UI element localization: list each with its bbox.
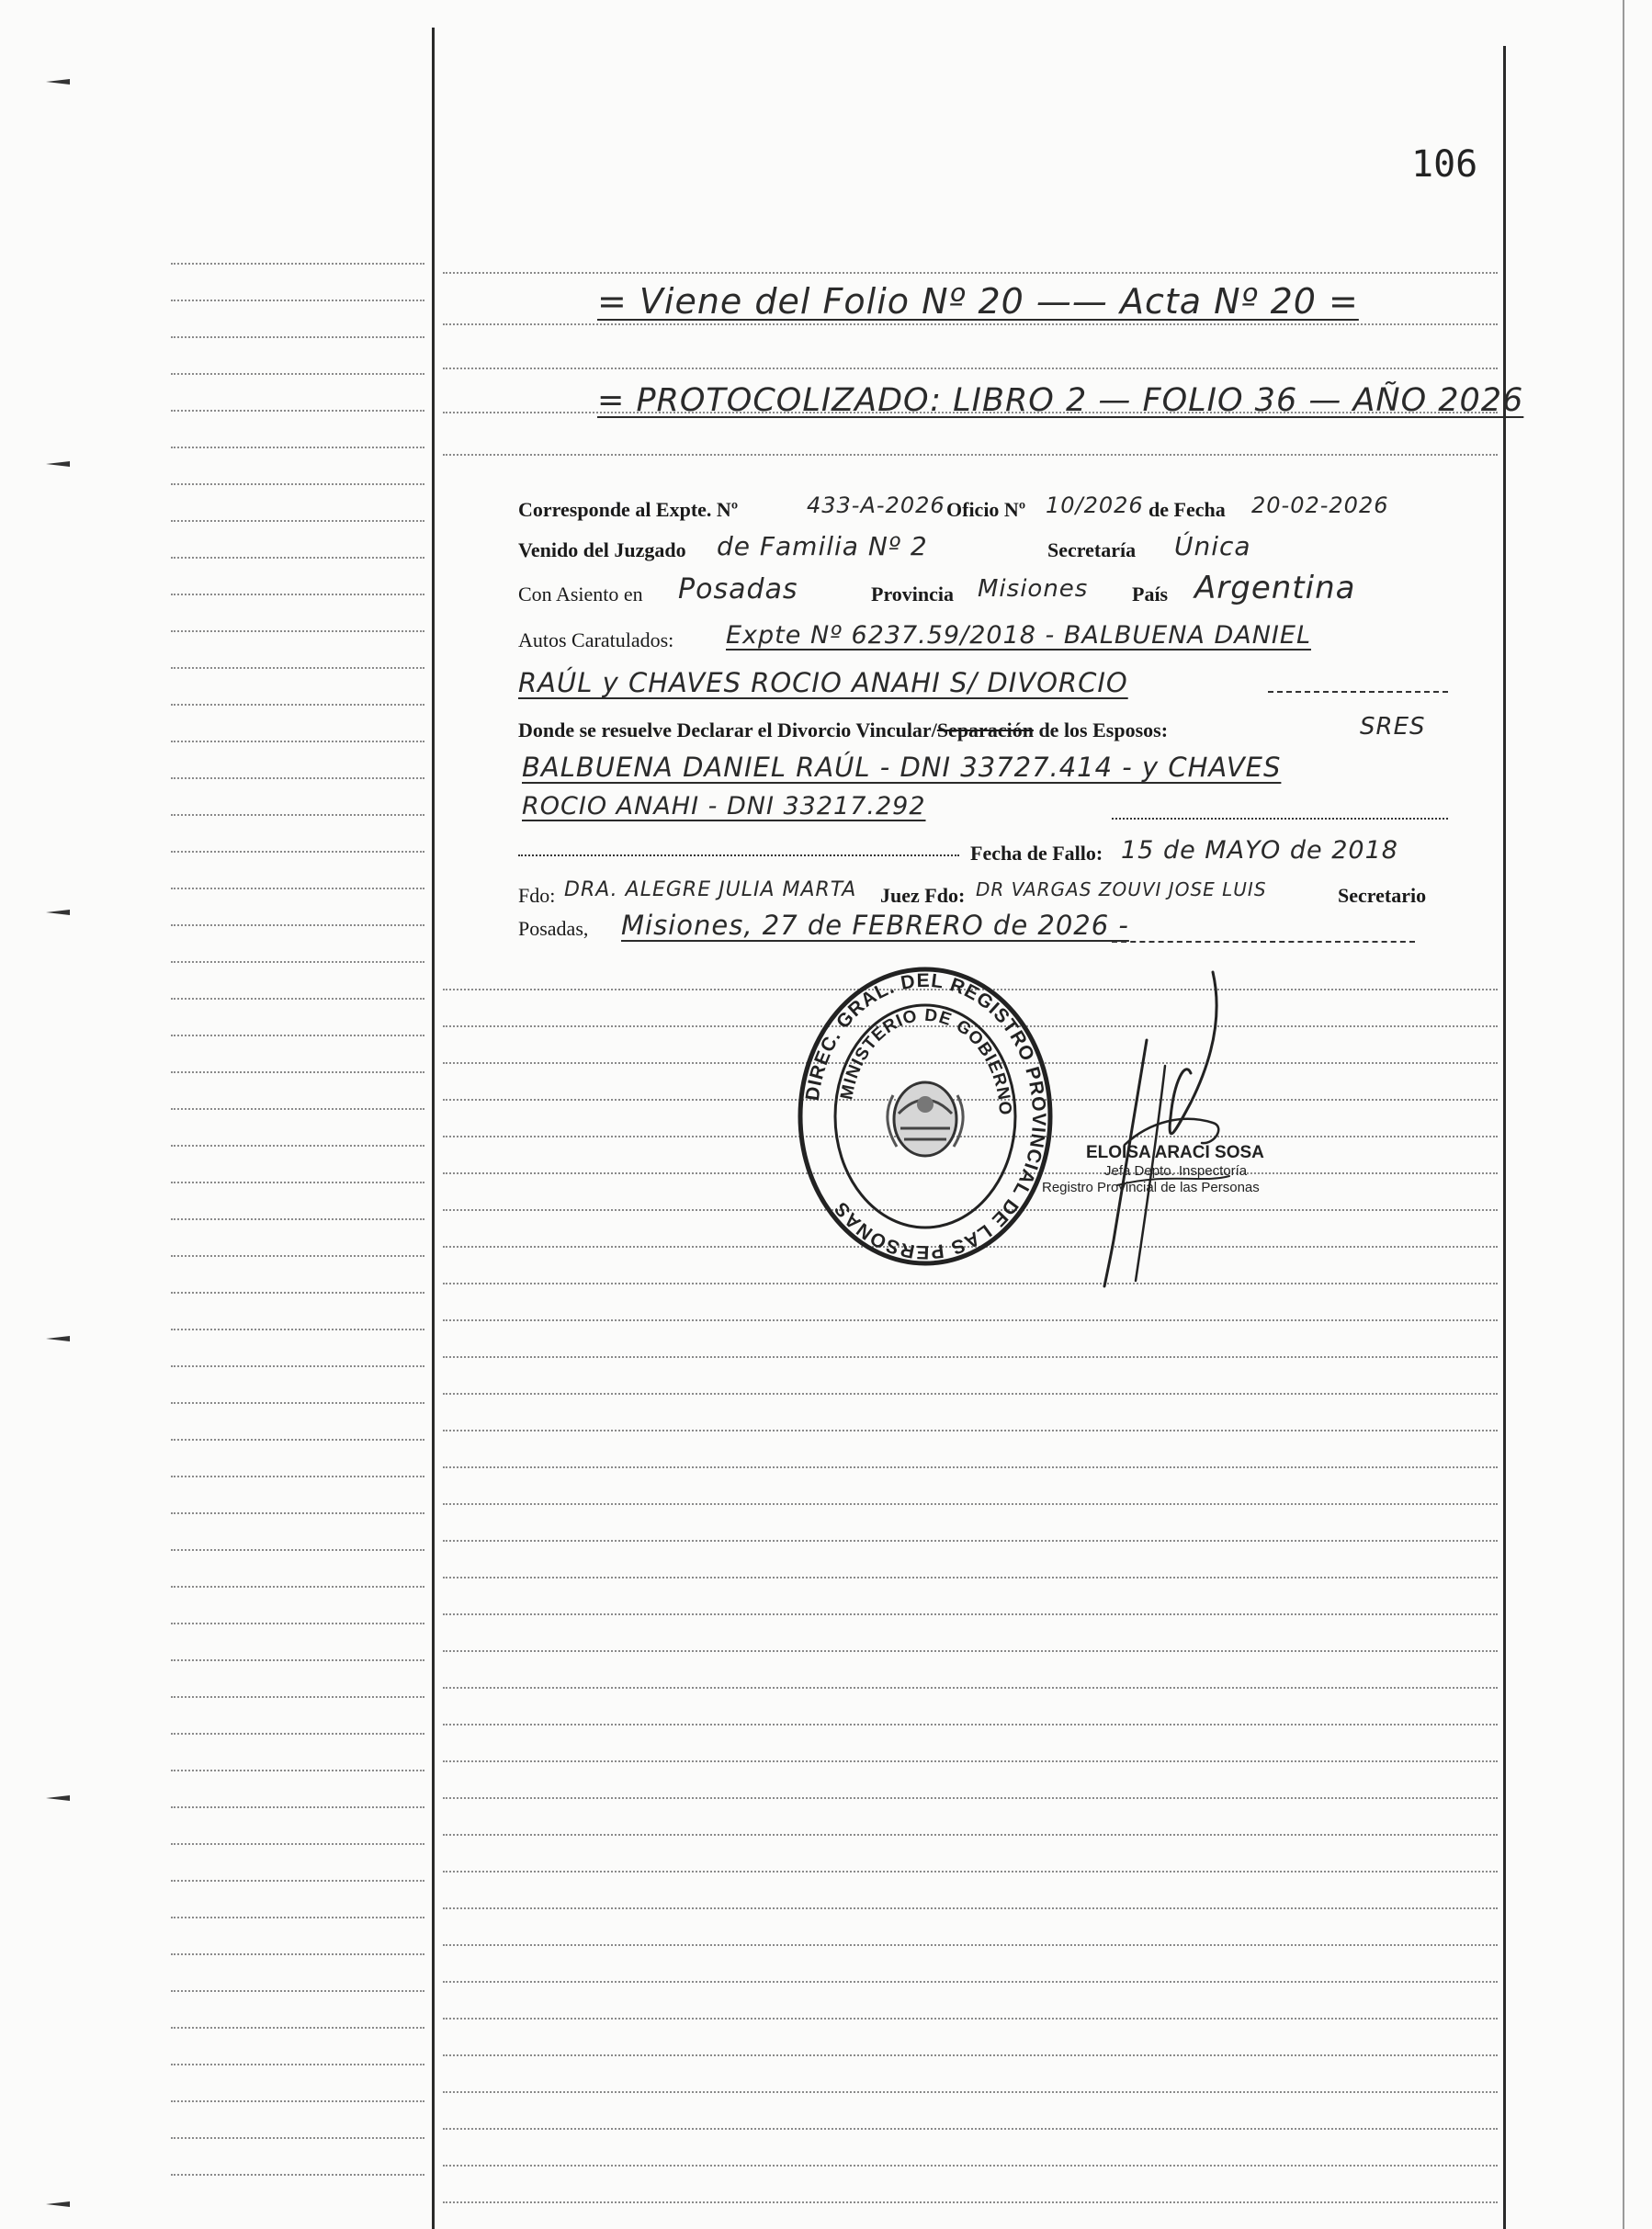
expte-label: Corresponde al Expte. Nº	[518, 498, 739, 521]
ruled-line	[443, 1319, 1498, 1321]
fill-line	[1112, 818, 1448, 820]
ruled-line	[443, 323, 1498, 325]
provincia-value: Misiones	[978, 575, 1089, 603]
ruled-line	[171, 741, 424, 742]
ruled-line	[171, 557, 424, 559]
ruled-line	[171, 924, 424, 926]
ruled-line	[171, 1733, 424, 1735]
fdo-label: Fdo:	[518, 884, 556, 907]
ruled-line	[171, 704, 424, 706]
ruled-line	[171, 1329, 424, 1330]
ruled-line	[443, 1944, 1498, 1946]
expte-value: 433-A-2026	[807, 492, 945, 518]
ruled-line	[171, 1218, 424, 1220]
page-number: 106	[1411, 143, 1478, 186]
ruled-line	[171, 2100, 424, 2102]
seal-outer-text: DIREC. GRAL. DEL REGISTRO PROVINCIAL DE LAS PERSONAS	[801, 969, 1050, 1263]
pais-label: País	[1132, 583, 1169, 605]
binder-mark-icon	[46, 77, 70, 86]
esposos-value-line1: BALBUENA DANIEL RAÚL - DNI 33727.414 - y CHAVES	[522, 752, 1282, 783]
ruled-line	[171, 1035, 424, 1036]
ruled-line	[171, 1843, 424, 1845]
ruled-line	[171, 851, 424, 853]
ruled-line	[443, 2128, 1498, 2130]
ruled-line	[171, 1108, 424, 1110]
handwritten-signature-icon	[1029, 965, 1305, 1296]
ruled-line	[171, 998, 424, 1000]
autos-value-line2: RAÚL y CHAVES ROCIO ANAHI S/ DIVORCIO	[518, 667, 1128, 698]
ruled-line	[443, 368, 1498, 369]
ruled-line	[443, 1760, 1498, 1762]
ruled-line	[171, 1292, 424, 1294]
official-seal	[798, 967, 1053, 1266]
fecha-value: 20-02-2026	[1251, 492, 1389, 518]
ruled-line	[171, 2027, 424, 2029]
ruled-line	[171, 1365, 424, 1367]
ruled-line	[171, 1586, 424, 1588]
ruled-line	[443, 1283, 1498, 1284]
juzgado-value: de Familia Nº 2	[717, 531, 928, 561]
ruled-line	[171, 1182, 424, 1183]
esposos-prefix: SRES	[1360, 713, 1426, 741]
ruled-line	[443, 1430, 1498, 1431]
oficio-label: Oficio Nº	[946, 498, 1026, 521]
ruled-line	[443, 1650, 1498, 1652]
secretaria-value: Única	[1174, 531, 1251, 561]
ruled-line	[171, 300, 424, 301]
ruled-line	[171, 2064, 424, 2065]
fdo-juez-value: DRA. ALEGRE JULIA MARTA	[564, 878, 857, 901]
signer-office: Registro Provincial de las Personas	[1042, 1180, 1260, 1195]
ruled-line	[443, 272, 1498, 274]
ruled-line	[171, 1623, 424, 1624]
ruled-line	[171, 2137, 424, 2139]
signature-block	[1029, 965, 1305, 1296]
ruled-line	[171, 814, 424, 816]
ruled-line	[443, 2201, 1498, 2203]
juzgado-label: Venido del Juzgado	[518, 538, 686, 561]
ruled-line	[171, 2174, 424, 2176]
lugar-label: Posadas,	[518, 917, 589, 940]
binder-mark-icon	[46, 908, 70, 917]
binder-mark-icon	[46, 459, 70, 469]
ruled-line	[171, 888, 424, 889]
ruled-line	[171, 667, 424, 669]
autos-label: Autos Caratulados:	[518, 628, 674, 651]
signer-title: Jefa Depto. Inspectoría	[1104, 1163, 1248, 1179]
resuelve-label: Donde se resuelve Declarar el Divorcio Vincular/Separación de los Esposos:	[518, 718, 1169, 741]
ruled-line	[443, 2018, 1498, 2020]
lugar-value: Misiones, 27 de FEBRERO de 2026 -	[621, 910, 1129, 941]
ruled-line	[171, 1145, 424, 1147]
fill-line	[1112, 941, 1415, 943]
ruled-line	[443, 454, 1498, 456]
provincia-label: Provincia	[871, 583, 955, 605]
page-edge-line	[1623, 0, 1624, 2229]
ruled-line	[443, 1834, 1498, 1836]
ruled-line	[171, 1770, 424, 1771]
ruled-line	[443, 1613, 1498, 1615]
autos-value-line1: Expte Nº 6237.59/2018 - BALBUENA DANIEL	[726, 621, 1311, 650]
ruled-line	[171, 1696, 424, 1698]
ruled-line	[443, 1797, 1498, 1799]
ruled-line	[171, 1476, 424, 1477]
ruled-line	[443, 1724, 1498, 1725]
secretario-label: Secretario	[1338, 884, 1427, 907]
ruled-line	[443, 1503, 1498, 1505]
ruled-line	[171, 1549, 424, 1551]
ruled-line	[443, 1981, 1498, 1983]
binder-mark-icon	[46, 1334, 70, 1343]
ruled-line	[171, 410, 424, 412]
ruled-line	[171, 447, 424, 448]
ruled-line	[443, 1871, 1498, 1873]
ruled-line	[171, 263, 424, 265]
ruled-line	[443, 1393, 1498, 1395]
ruled-line	[443, 1356, 1498, 1358]
ruled-line	[171, 336, 424, 338]
fecha-label: de Fecha	[1148, 498, 1226, 521]
fdo-secretario-value: DR VARGAS ZOUVI JOSE LUIS	[976, 878, 1267, 900]
ruled-line	[171, 1990, 424, 1992]
ruled-line	[171, 1255, 424, 1257]
ruled-line	[443, 2054, 1498, 2056]
juez-label: Juez Fdo:	[880, 884, 966, 907]
fill-line	[518, 854, 959, 856]
esposos-value-line2: ROCIO ANAHI - DNI 33217.292	[522, 792, 926, 820]
fallo-label: Fecha de Fallo:	[970, 842, 1103, 865]
provincial-coat-of-arms-icon	[888, 1082, 963, 1156]
ruled-line	[171, 1953, 424, 1955]
asiento-value: Posadas	[678, 573, 798, 605]
ruled-line	[443, 1687, 1498, 1689]
fill-line	[1268, 691, 1448, 693]
ruled-line	[443, 2165, 1498, 2167]
ruled-line	[171, 1659, 424, 1661]
oficio-value: 10/2026	[1046, 492, 1144, 518]
header-line-protocolizado: = PROTOCOLIZADO: LIBRO 2 — FOLIO 36 — AÑO 2026	[597, 382, 1524, 419]
ruled-line	[171, 373, 424, 375]
ruled-line	[171, 520, 424, 522]
ruled-line	[443, 1907, 1498, 1909]
binder-mark-icon	[46, 1793, 70, 1803]
ruled-line	[171, 777, 424, 779]
ruled-line	[171, 630, 424, 632]
ruled-line	[171, 1512, 424, 1514]
ruled-line	[171, 1402, 424, 1404]
fallo-value: 15 de MAYO de 2018	[1121, 836, 1398, 865]
pais-value: Argentina	[1194, 570, 1356, 606]
ruled-line	[171, 1880, 424, 1882]
asiento-label: Con Asiento en	[518, 583, 643, 605]
ruled-line	[171, 1439, 424, 1441]
ruled-line	[171, 961, 424, 963]
right-border-line	[1503, 46, 1506, 2229]
signer-name: ELOISA ARACI SOSA	[1086, 1143, 1264, 1162]
ruled-line	[443, 1577, 1498, 1578]
binder-mark-icon	[46, 2200, 70, 2209]
ruled-line	[443, 1466, 1498, 1468]
ruled-line	[443, 1540, 1498, 1542]
margin-line	[432, 28, 435, 2229]
ruled-line	[171, 1917, 424, 1918]
secretaria-label: Secretaría	[1047, 538, 1137, 561]
ruled-line	[443, 2091, 1498, 2093]
ruled-line	[171, 483, 424, 485]
ruled-line	[171, 1806, 424, 1808]
ruled-line	[171, 1071, 424, 1073]
seal-inner-text: MINISTERIO DE GOBIERNO	[837, 1005, 1015, 1116]
header-line-folio: = Viene del Folio Nº 20 —— Acta Nº 20 =	[597, 281, 1359, 322]
ruled-line	[171, 594, 424, 595]
